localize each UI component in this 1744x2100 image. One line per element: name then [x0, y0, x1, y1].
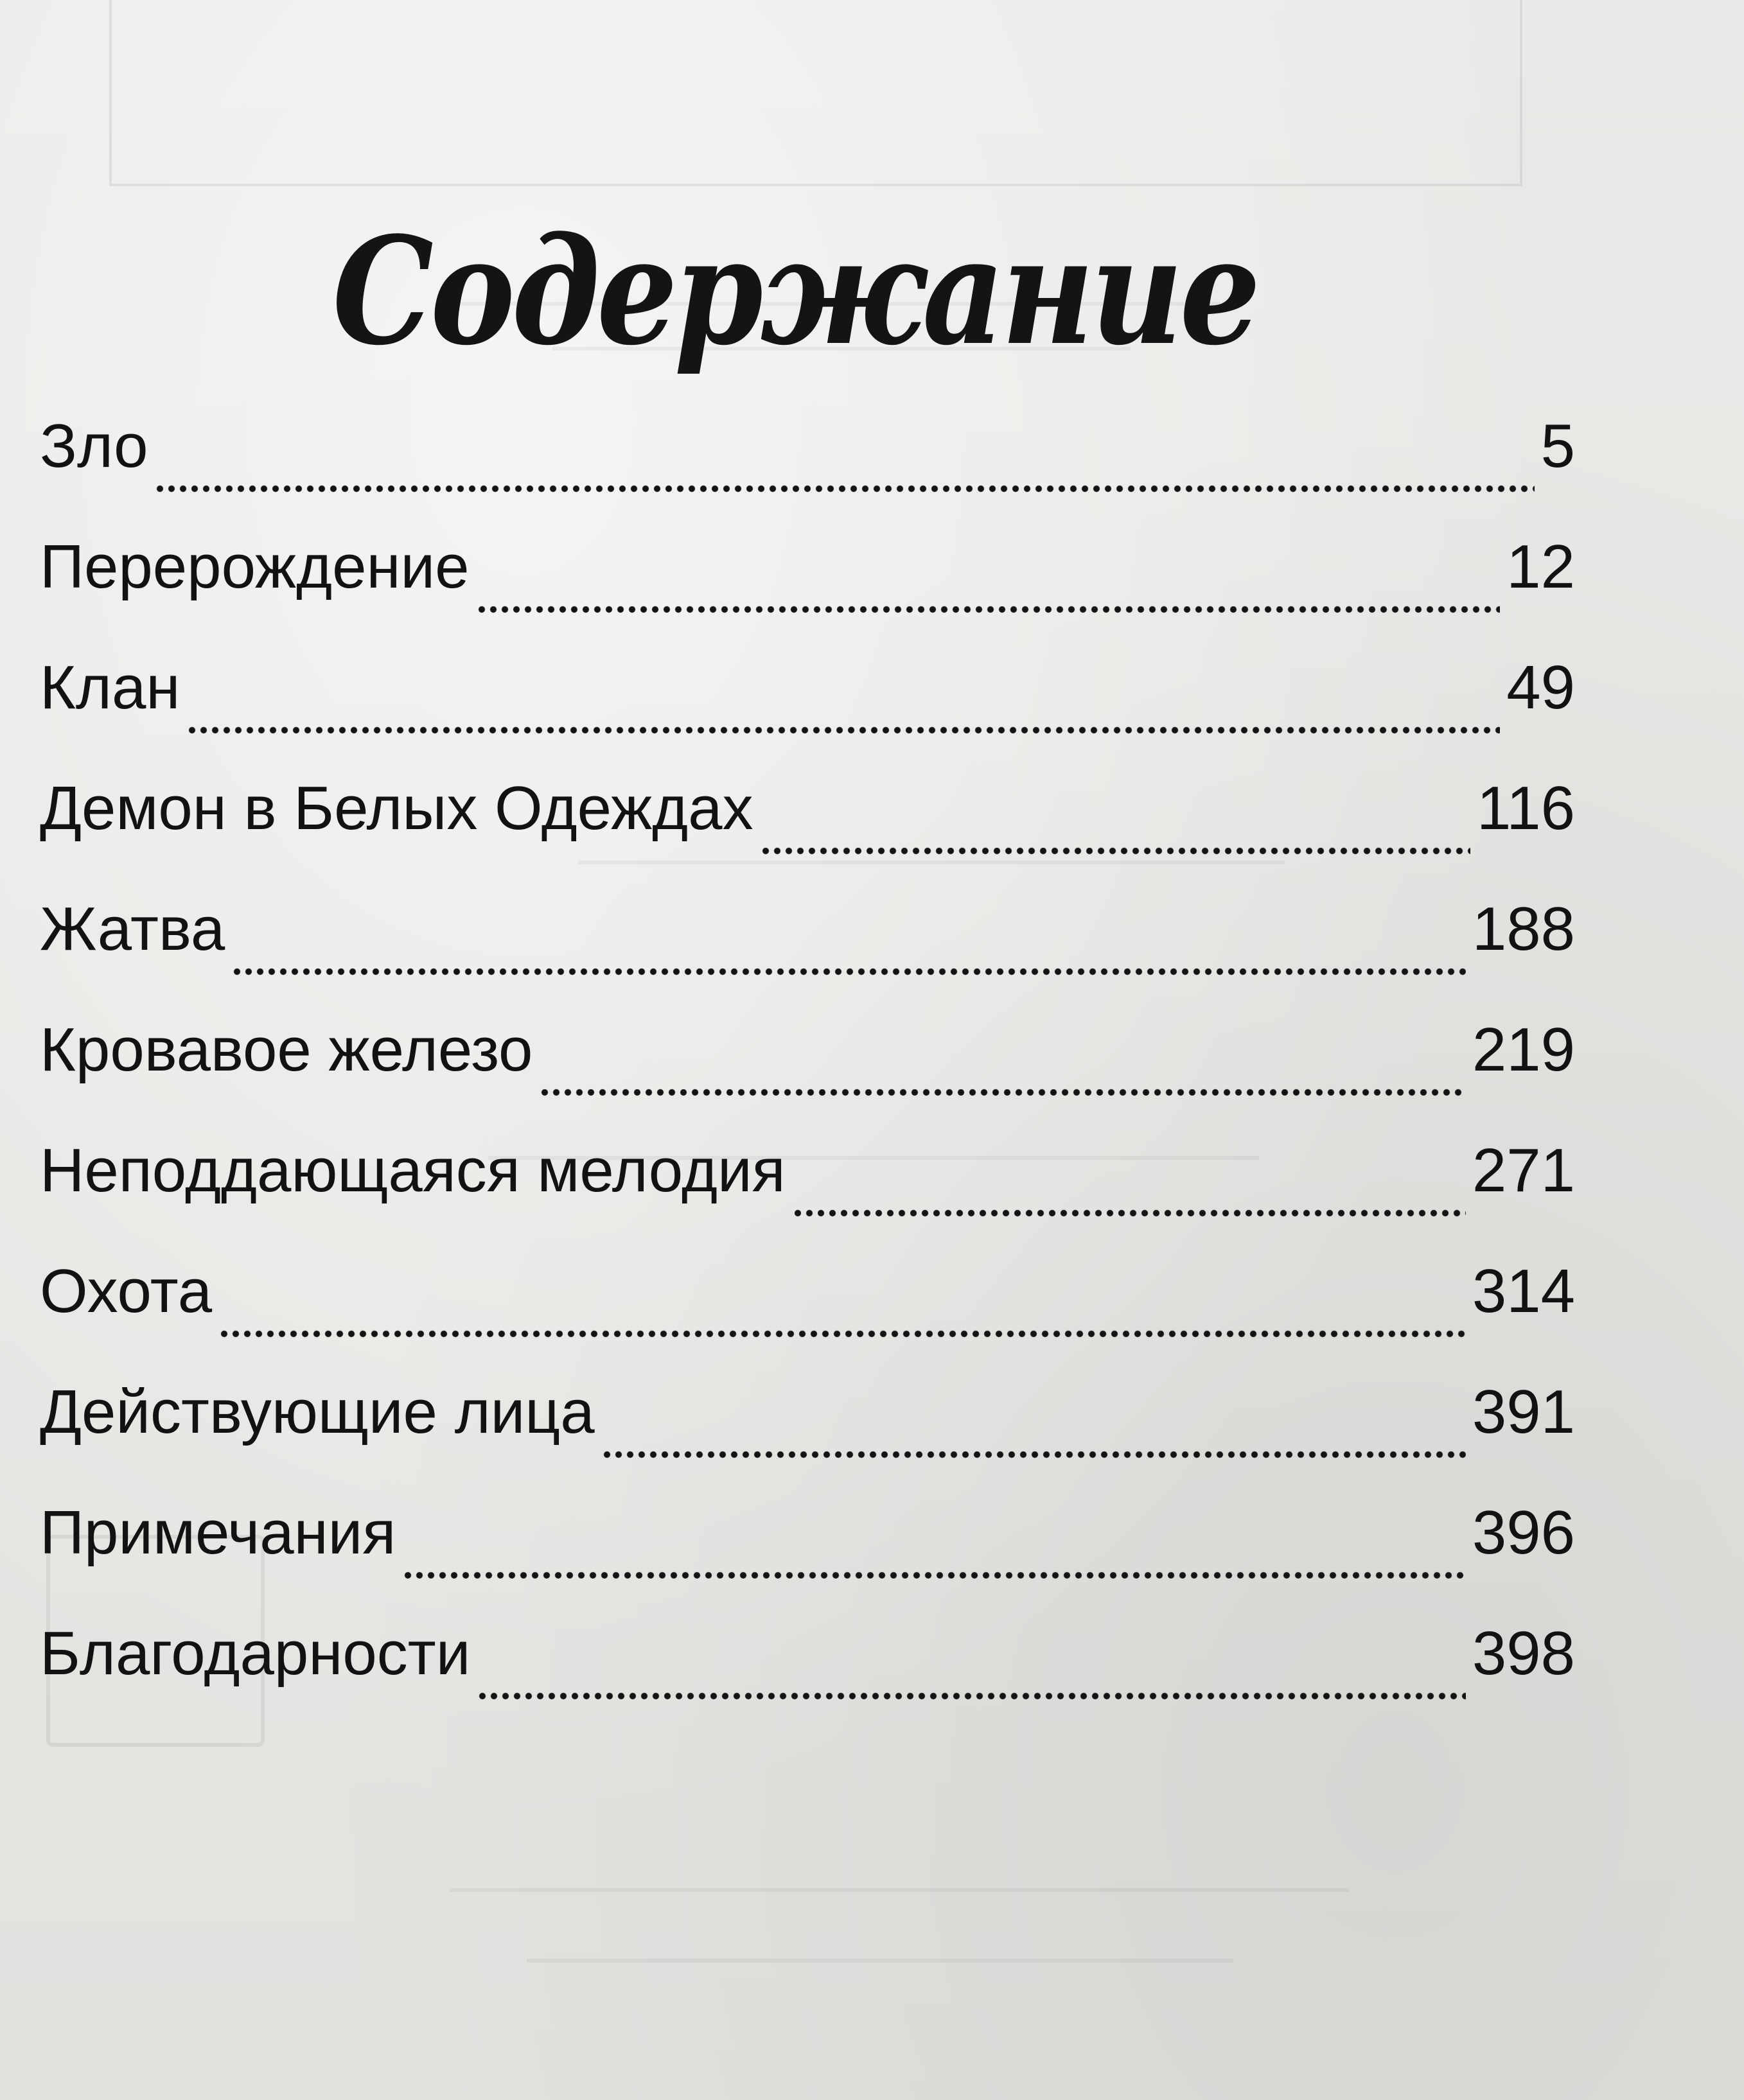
toc-entry-title: Благодарности: [40, 1619, 471, 1688]
bleed-through-line: [450, 1888, 1349, 1892]
toc-row: [40, 1230, 1575, 1351]
dot-leader: [218, 1329, 1466, 1338]
toc-entry-title: Демон в Белых Одеждах: [40, 774, 753, 843]
toc-page-number: 116: [1476, 774, 1575, 843]
toc-row: [40, 748, 1575, 868]
toc-row: [40, 385, 1575, 506]
toc-row: [40, 1472, 1575, 1593]
dot-leader: [186, 726, 1500, 735]
toc-entry-title: Перерождение: [40, 532, 470, 601]
dot-leader: [231, 967, 1466, 976]
toc-entry-title: Действующие лица: [40, 1378, 595, 1446]
toc-row: [40, 1110, 1575, 1230]
dot-leader: [601, 1450, 1466, 1459]
toc-entry-title: Охота: [40, 1257, 213, 1326]
table-of-contents: [40, 385, 1575, 1713]
toc-row: [40, 627, 1575, 748]
toc-page-number: 49: [1506, 653, 1575, 722]
dot-leader: [792, 1209, 1466, 1218]
bleed-through-line: [527, 1959, 1233, 1963]
page-title: Содержание: [332, 205, 1258, 379]
toc-row: [40, 868, 1575, 989]
bleed-through-frame: [109, 0, 1522, 186]
toc-page-number: 398: [1472, 1619, 1575, 1688]
toc-page-number: 314: [1472, 1257, 1575, 1326]
toc-row: [40, 1593, 1575, 1713]
toc-entry-title: Клан: [40, 653, 181, 722]
toc-page-number: 188: [1472, 895, 1575, 963]
toc-entry-title: Зло: [40, 412, 148, 480]
dot-leader: [477, 1692, 1466, 1701]
toc-page-number: 5: [1540, 412, 1575, 480]
toc-page-number: 396: [1472, 1498, 1575, 1567]
toc-page-number: 391: [1472, 1378, 1575, 1446]
dot-leader: [539, 1088, 1465, 1097]
toc-entry-title: Жатва: [40, 895, 225, 963]
toc-row: [40, 1351, 1575, 1472]
toc-row: [40, 506, 1575, 627]
toc-entry-title: Неподдающаяся мелодия: [40, 1136, 786, 1205]
dot-leader: [402, 1571, 1466, 1580]
dot-leader: [476, 605, 1501, 614]
toc-row: [40, 989, 1575, 1110]
dot-leader: [154, 484, 1534, 493]
toc-page-number: 12: [1506, 532, 1575, 601]
toc-entry-title: Примечания: [40, 1498, 396, 1567]
dot-leader: [760, 846, 1470, 855]
toc-page-number: 271: [1472, 1136, 1575, 1205]
toc-page-number: 219: [1472, 1015, 1575, 1084]
toc-entry-title: Кровавое железо: [40, 1015, 533, 1084]
